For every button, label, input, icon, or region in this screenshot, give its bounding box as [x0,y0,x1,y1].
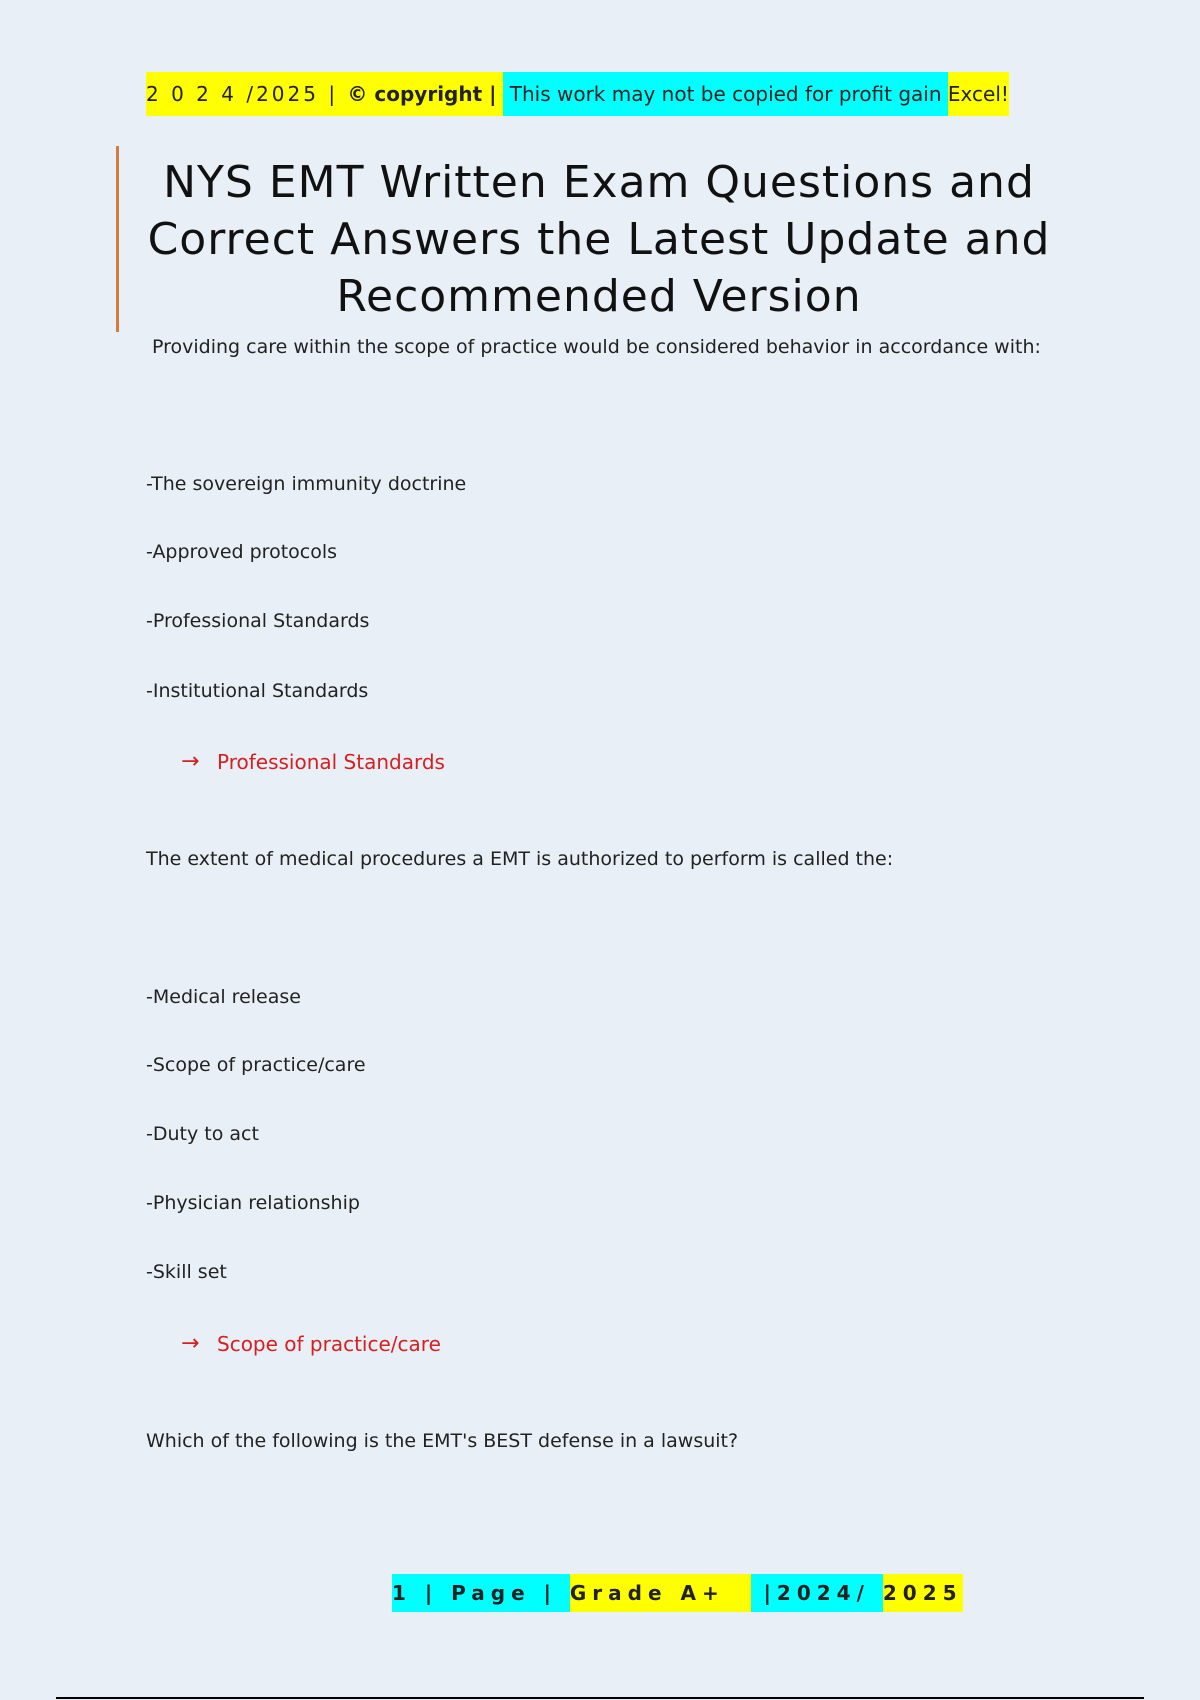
question-2-answer-text: Scope of practice/care [217,1332,441,1356]
page-footer [392,1574,963,1612]
copyright-banner [146,72,1009,116]
header-year: 2 0 2 4 /2025 | [146,72,347,116]
footer-year-a: |2024/ [751,1574,883,1612]
question-2-answer [181,1332,441,1356]
question-3-text: Which of the following is the EMT's BEST defense in a lawsuit? [146,1430,739,1452]
bottom-divider [56,1697,1144,1699]
question-2-option: -Scope of practice/care [146,1054,366,1076]
question-2-option: -Medical release [146,986,301,1008]
header-copyright: © copyright | [347,72,503,116]
question-1-text: Providing care within the scope of practice would be considered behavior in accordance with: [152,336,1041,358]
footer-grade: Grade A+ [570,1574,751,1612]
question-2-option: -Skill set [146,1261,227,1283]
header-notice: This work may not be copied for profit gain [503,72,948,116]
question-1-option: -Institutional Standards [146,680,369,702]
title-line-3: Recommended Version [336,271,862,322]
question-1-answer [181,750,445,774]
question-2-text: The extent of medical procedures a EMT is authorized to perform is called the: [146,848,894,870]
question-2-option: -Duty to act [146,1123,259,1145]
footer-page-number: 1 | Page | [392,1574,570,1612]
right-arrow-icon: → [181,749,200,774]
question-1-option: -Professional Standards [146,610,370,632]
question-1-option: -Approved protocols [146,541,338,563]
title-line-2: Correct Answers the Latest Update and [147,214,1051,265]
footer-year-b: 2025 [883,1574,963,1612]
header-excel: Excel! [948,72,1009,116]
question-1-answer-text: Professional Standards [217,750,445,774]
question-2-option: -Physician relationship [146,1192,360,1214]
question-1-option: -The sovereign immunity doctrine [146,473,467,495]
title-block [116,146,1079,332]
title-line-1: NYS EMT Written Exam Questions and [163,157,1035,208]
page-title [119,146,1079,325]
right-arrow-icon: → [181,1331,200,1356]
